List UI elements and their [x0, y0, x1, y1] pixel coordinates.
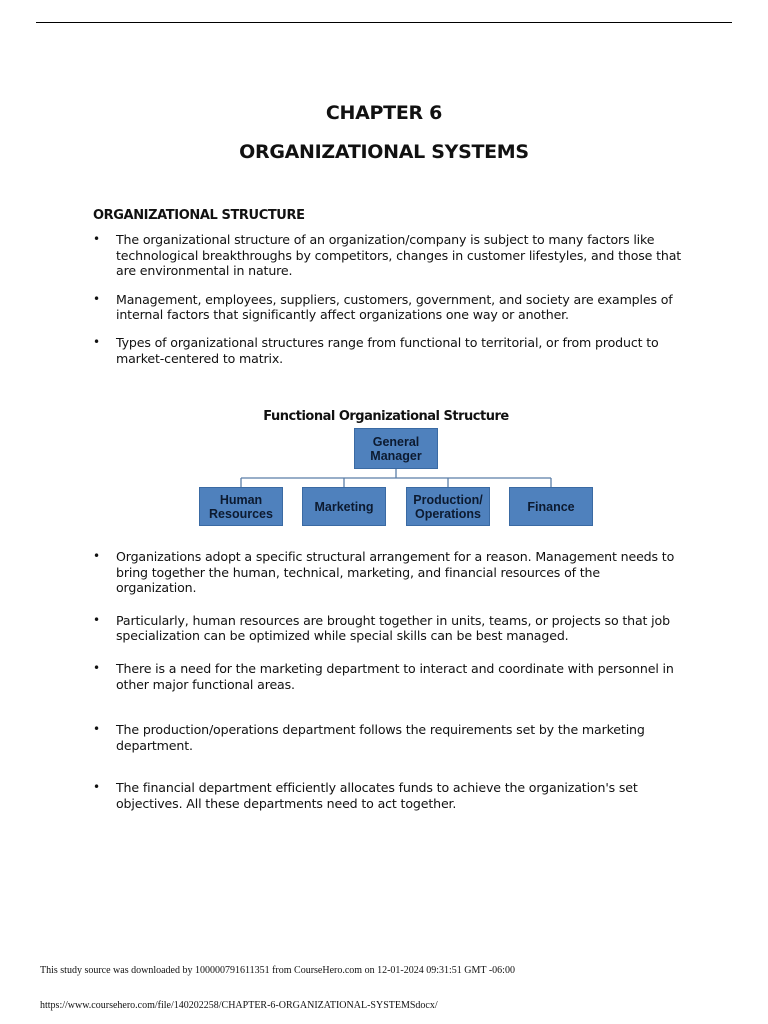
list-item [93, 335, 683, 366]
org-box-label: Production/ [413, 492, 483, 507]
bullet-marker: • [93, 334, 100, 349]
org-box-production-operations [406, 487, 490, 526]
org-box-label: General [372, 434, 420, 449]
diagram-title: Functional Organizational Structure [263, 409, 509, 424]
list-item-text: Organizations adopt a specific structural arrangement for a reason. Management needs to bring together the human, technical, marketing, and financial resources of the organization. [116, 549, 675, 596]
bullet-marker: • [93, 232, 100, 246]
bullet-marker: • [93, 780, 100, 795]
list-item-text: The production/operations department follows the requirements set by the marketing department. [116, 722, 645, 753]
header-rule [36, 22, 732, 23]
bullet-marker: • [93, 291, 100, 306]
list-item [93, 232, 683, 279]
org-box-label: Operations [414, 506, 481, 521]
chapter-number: CHAPTER 6 [325, 102, 443, 124]
chapter-title: ORGANIZATIONAL SYSTEMS [239, 141, 529, 163]
org-box-human-resources [199, 487, 283, 526]
list-item [93, 722, 683, 753]
list-item-text: Types of organizational structures range from functional to territorial, or from product to market-centered to matrix. [116, 334, 659, 366]
source-url: https://www.coursehero.com/file/140202258/CHAPTER-6-ORGANIZATIONAL-SYSTEMSdocx/ [40, 1000, 438, 1011]
org-box-finance [509, 487, 593, 526]
org-box-label: Marketing [314, 499, 374, 514]
list-item-text: There is a need for the marketing department to interact and coordinate with personnel in other major functional areas. [116, 660, 674, 692]
org-box-label: Finance [527, 499, 575, 514]
list-item-text: Particularly, human resources are brought together in units, teams, or projects so that job specialization can be optimized while special skills can be best managed. [116, 612, 670, 644]
org-box-marketing [302, 487, 386, 526]
list-item [93, 661, 683, 692]
intro-bullet-list [93, 232, 683, 366]
section-heading: ORGANIZATIONAL STRUCTURE [93, 208, 305, 223]
org-box-label: Human [219, 492, 263, 507]
org-box-label: Manager [370, 448, 422, 463]
list-item-text: Management, employees, suppliers, customers, government, and society are examples of internal factors that significantly affect organizations one way or another. [116, 291, 673, 323]
org-box-general-manager [354, 428, 438, 469]
bullet-marker: • [93, 660, 100, 675]
list-item [93, 549, 683, 596]
download-notice: This study source was downloaded by 100000791611351 from CourseHero.com on 12-01-2024 09:31:51 GMT -06:00 [40, 965, 515, 976]
list-item [93, 613, 683, 644]
list-item [93, 292, 683, 323]
details-bullet-list [93, 549, 683, 812]
bullet-marker: • [93, 612, 100, 627]
list-item-text: The financial department efficiently allocates funds to achieve the organization's set objectives. All these departments need to act together. [116, 780, 638, 811]
org-box-label: Resources [209, 506, 273, 521]
list-item [93, 780, 683, 811]
bullet-marker: • [93, 722, 100, 737]
bullet-marker: • [93, 549, 100, 563]
list-item-text: The organizational structure of an organization/company is subject to many factors like technological breakthroughs by competitors, changes in customer lifestyles, and those that are environmental in nature. [116, 232, 682, 279]
